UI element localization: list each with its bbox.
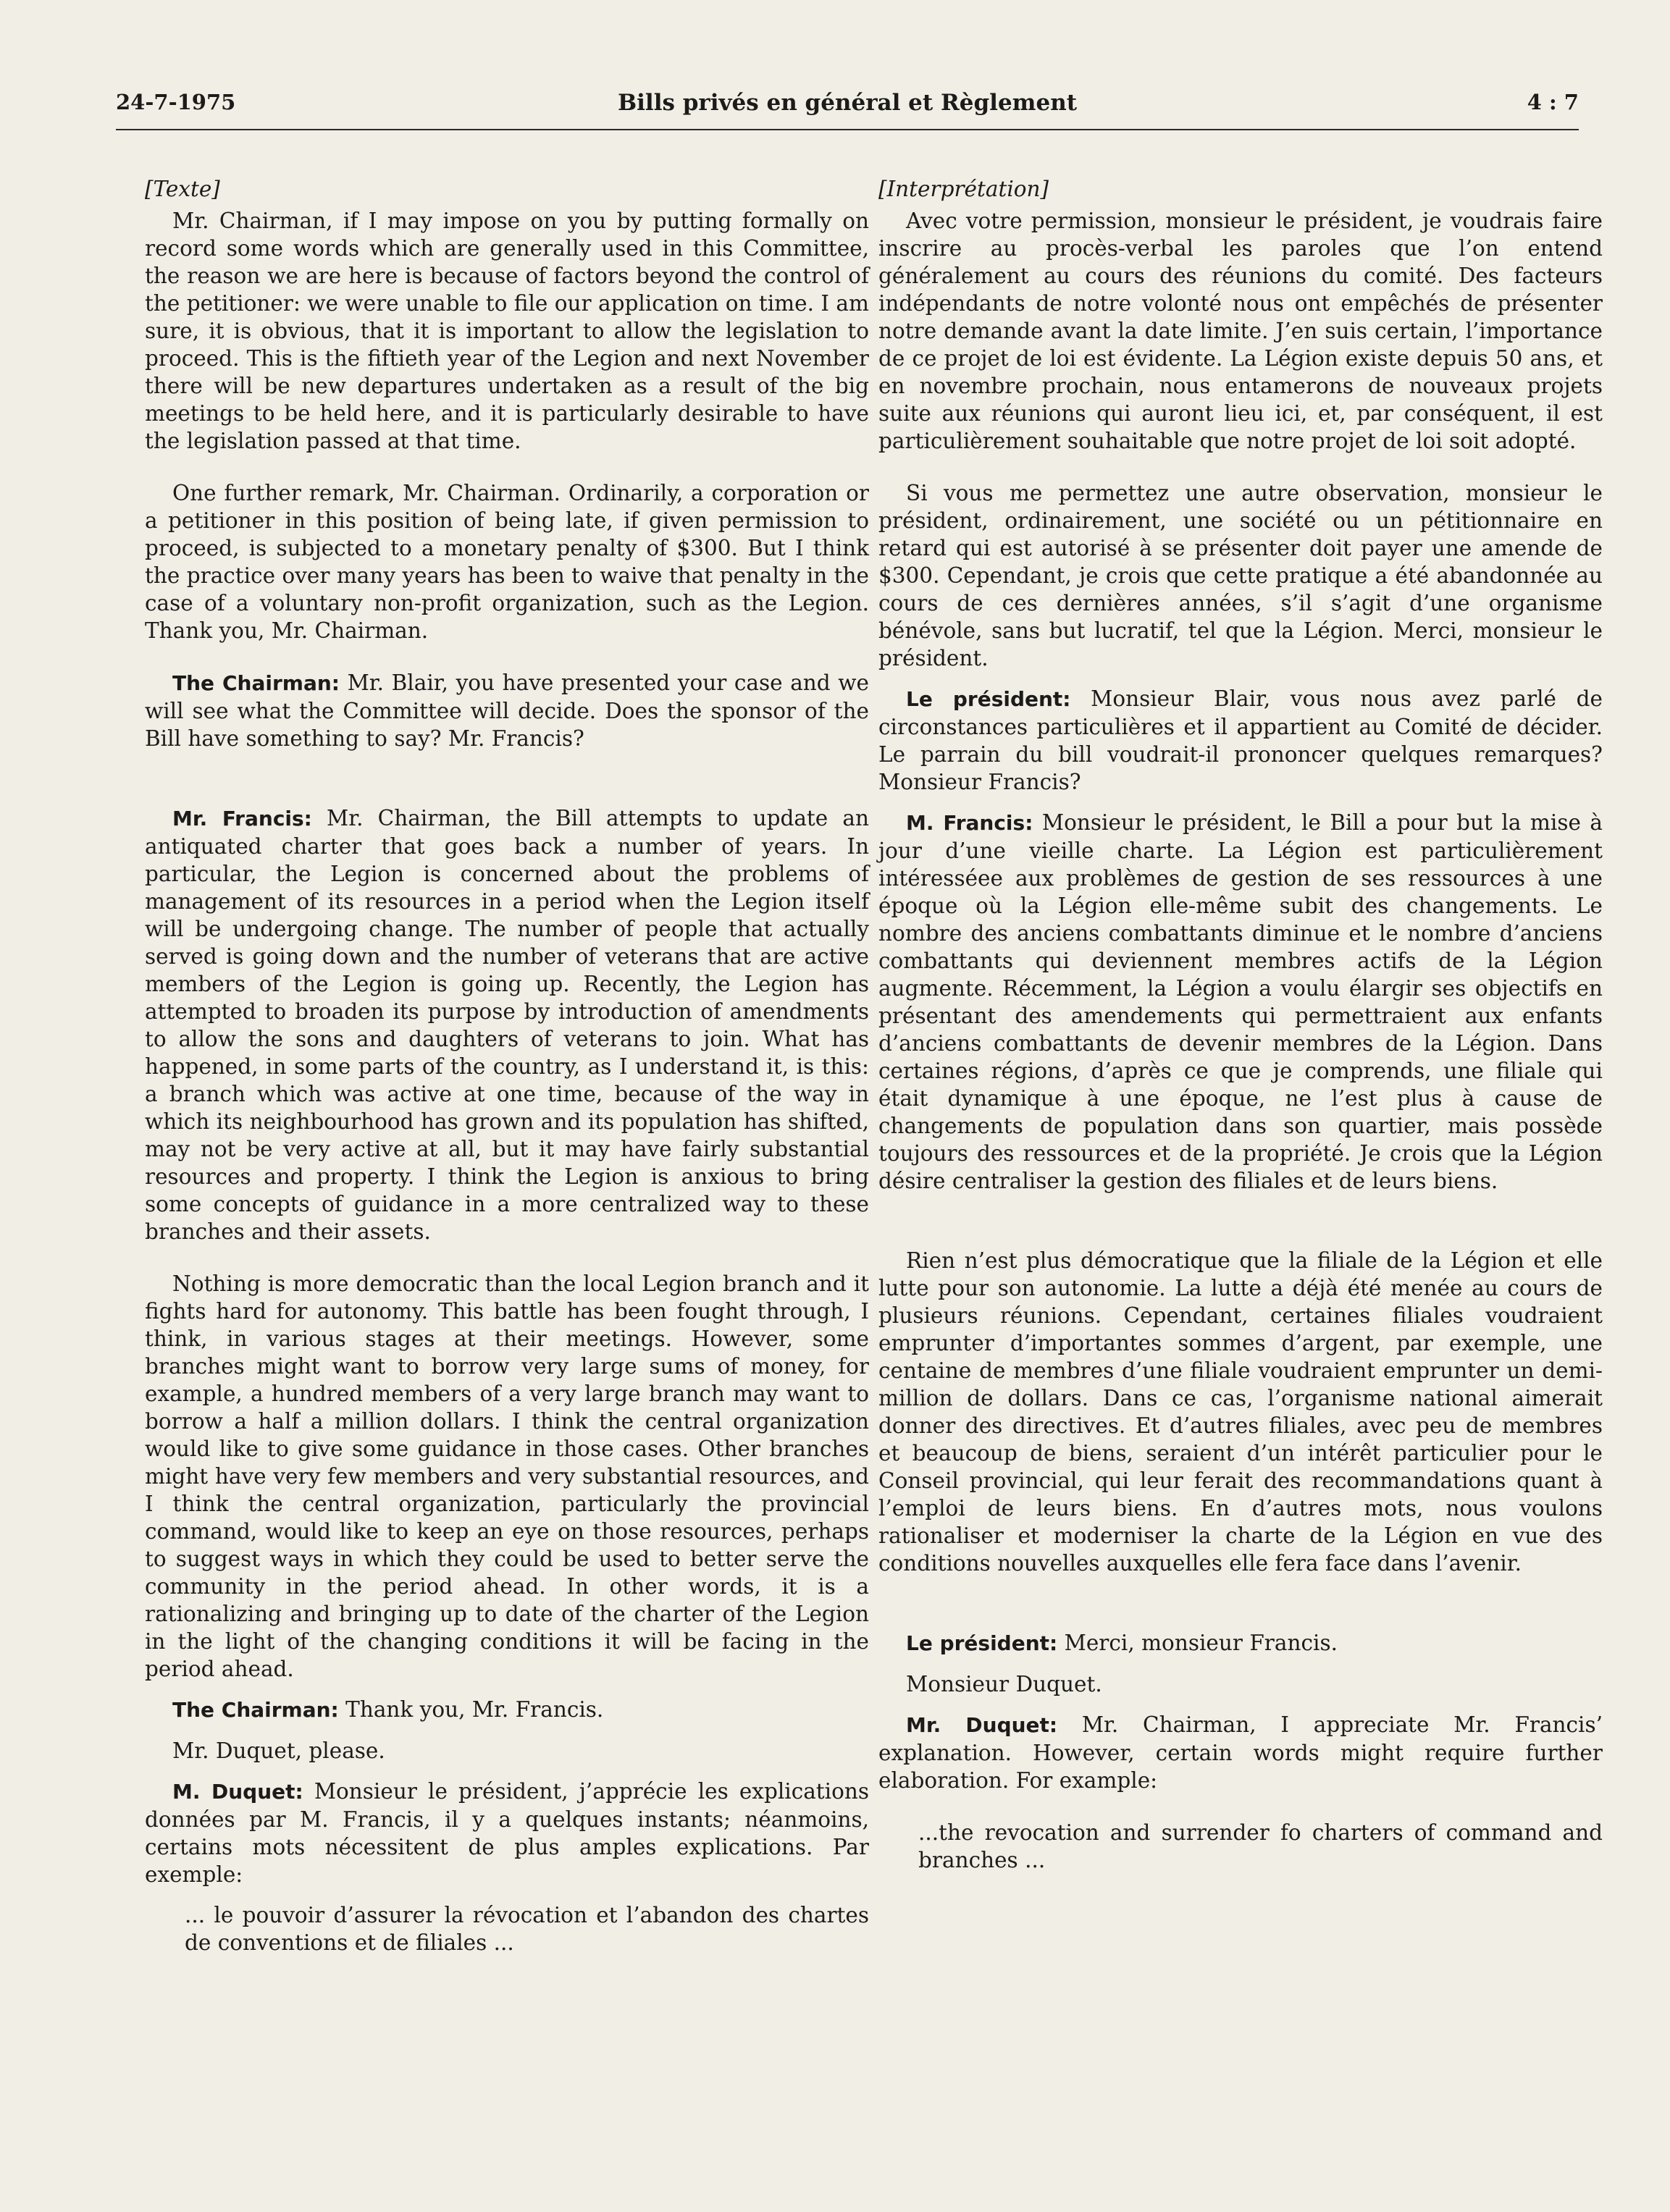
header-date: 24-7-1975 [116, 90, 236, 114]
right-column-french [878, 175, 1603, 1874]
header-title: Bills privés en général et Règlement [617, 90, 1078, 116]
header-page-number: 4 : 7 [1527, 90, 1579, 114]
left-column-english [145, 175, 869, 1956]
speaker-paragraph [878, 1629, 1603, 1657]
speech-text: Mr. Blair, you have presented your case and we will see what the Committee will decide. Does the sponsor of the Bill have something to say? Mr. Francis? [145, 670, 869, 751]
speech-text: Monsieur Blair, vous nous avez parlé de circonstances particulières et il appartient au Comité de décider. Le parrain du bill voudrait-il prononcer quelques remarques? Monsieur Francis? [878, 686, 1603, 794]
speaker-paragraph [145, 1778, 869, 1888]
speech-text: Merci, monsieur Francis. [1057, 1631, 1338, 1655]
speaker-paragraph [145, 804, 869, 1245]
paragraph: One further remark, Mr. Chairman. Ordinarily, a corporation or a petitioner in this position of being late, if given permission to proceed, is subjected to a monetary penalty of $300. But I think the practice over many years has been to waive that penalty in the case of a voluntary non-profit organization, such as the Legion. Thank you, Mr. Chairman. [145, 481, 869, 643]
speaker-name: M. Duquet: [172, 1780, 303, 1804]
speech-text: Monsieur le président, le Bill a pour but la mise à jour d’une vieille charte. La Légion est particulièrement intéresséee aux problèmes de gestion de ses ressources à une époque où la Légion elle-même subit des changements. Le nombre des anciens combattants diminue et le nombre d’anciens combattants qui deviennent membres actifs de la Légion augmente. Récemment, la Légion a voulu élargir ses objectifs en présentant des amendements qui permettraient aux enfants d’anciens combattants de devenir membres de la Légion. Dans certaines régions, d’après ce que je comprends, une filiale qui était dynamique à une époque, ne l’est plus à cause de changements de population dans son quartier, mais possède toujours des ressources et de la propriété. Je crois que la Légion désire centraliser la gestion des filiales et de leurs biens. [878, 810, 1603, 1193]
speaker-name: Mr. Francis: [172, 807, 312, 830]
paragraph: Rien n’est plus démocratique que la filiale de la Légion et elle lutte pour son autonomie. La lutte a déjà été menée au cours de plusieurs réunions. Cependant, certaines filiales voudraient emprunter d’importantes sommes d’argent, par exemple, une centaine de membres d’une filiale voudraient emprunter un demi-million de dollars. Dans ce cas, l’organisme national aimerait donner des directives. Et d’autres filiales, avec peu de membres et beaucoup de biens, seraient d’un intérêt particulier pour le Conseil provincial, qui leur ferait des recommandations quant à l’emploi de leurs biens. En d’autres mots, nous voulons rationaliser et moderniser la charte de la Légion en vue des conditions nouvelles auxquelles elle fera face dans l’avenir. [878, 1248, 1603, 1576]
speaker-paragraph [878, 685, 1603, 796]
speaker-name: M. Francis: [906, 811, 1033, 835]
speech-text: Mr. Chairman, the Bill attempts to update an antiquated charter that goes back a number of years. In particular, the Legion is concerned about the problems of management of its resources in a period when the Legion itself will be undergoing change. The number of people that actually served is going down and the number of veterans that are active members of the Legion is going up. Recently, the Legion has attempted to broaden its purpose by introduction of amendments to allow the sons and daughters of veterans to join. What has happened, in some parts of the country, as I understand it, is this: a branch which was active at one time, because of the way in which its neighbourhood has grown and its population has shifted, may not be very active at all, but it may have fairly substantial resources and property. I think the Legion is anxious to bring some concepts of guidance in a more centralized way to these branches and their assets. [145, 806, 869, 1244]
paragraph: Mr. Duquet, please. [172, 1738, 385, 1763]
speaker-paragraph [145, 1696, 869, 1724]
block-quote: ... le pouvoir d’assurer la révocation et l’abandon des chartes de conventions et de filiales ... [185, 1903, 869, 1955]
speaker-name: The Chairman: [172, 671, 340, 695]
section-label: [Texte] [145, 177, 220, 201]
speaker-name: Mr. Duquet: [906, 1713, 1058, 1737]
speech-text: Mr. Chairman, I appreciate Mr. Francis’ explanation. However, certain words might require further elaboration. For example: [878, 1712, 1603, 1793]
speaker-paragraph [878, 1711, 1603, 1794]
paragraph: Avec votre permission, monsieur le président, je voudrais faire inscrire au procès-verbal les paroles que l’on entend généralement au cours des réunions du comité. Des facteurs indépendants de notre volonté nous ont empêchés de présenter notre demande avant la date limite. J’en suis certain, l’importance de ce projet de loi est évidente. La Légion existe depuis 50 ans, et en novembre prochain, nous entamerons de nouveaux projets suite aux réunions qui auront lieu ici, et, par conséquent, il est particulièrement souhaitable que notre projet de loi soit adopté. [878, 209, 1603, 453]
block-quote: ...the revocation and surrender fo charters of command and branches ... [918, 1820, 1603, 1872]
speaker-name: Le président: [906, 1631, 1058, 1655]
paragraph: Mr. Chairman, if I may impose on you by putting formally on record some words which are generally used in this Committee, the reason we are here is because of factors beyond the control of the petitioner: we were unable to file our application on time. I am sure, it is obvious, that it is important to allow the legislation to proceed. This is the fiftieth year of the Legion and next November there will be new departures undertaken as a result of the big meetings to be held here, and it is particularly desirable to have the legislation passed at that time. [145, 209, 869, 453]
paragraph: Nothing is more democratic than the local Legion branch and it fights hard for autonomy. This battle has been fought through, I think, in various stages at their meetings. However, some branches might want to borrow very large sums of money, for example, a hundred members of a very large branch may want to borrow a half a million dollars. I think the central organization would like to give some guidance in those cases. Other branches might have very few members and very substantial resources, and I think the central organization, particularly the provincial command, would like to keep an eye on those resources, perhaps to suggest ways in which they could be used to better serve the community in the period ahead. In other words, it is a rationalizing and bringing up to date of the charter of the Legion in the light of the changing conditions it will be facing in the period ahead. [145, 1271, 869, 1681]
speech-text: Monsieur le président, j’apprécie les explications données par M. Francis, il y a quelques instants; néanmoins, certains mots nécessitent de plus amples explications. Par exemple: [145, 1779, 869, 1887]
speaker-name: The Chairman: [172, 1698, 339, 1722]
paragraph: Monsieur Duquet. [906, 1672, 1102, 1696]
section-label: [Interprétation] [878, 177, 1049, 201]
page-header [116, 81, 1579, 130]
speaker-paragraph [145, 669, 869, 752]
speech-text: Thank you, Mr. Francis. [338, 1697, 604, 1722]
speaker-name: Le président: [906, 687, 1071, 711]
paragraph: Si vous me permettez une autre observation, monsieur le président, ordinairement, une société ou un pétitionnaire en retard qui est autorisé à se présenter doit payer une amende de $300. Cependant, je crois que cette pratique a été abandonnée au cours de ces dernières années, s’il s’agit d’une organisme bénévole, sans but lucratif, tel que la Légion. Merci, monsieur le président. [878, 481, 1603, 670]
speaker-paragraph [878, 809, 1603, 1195]
